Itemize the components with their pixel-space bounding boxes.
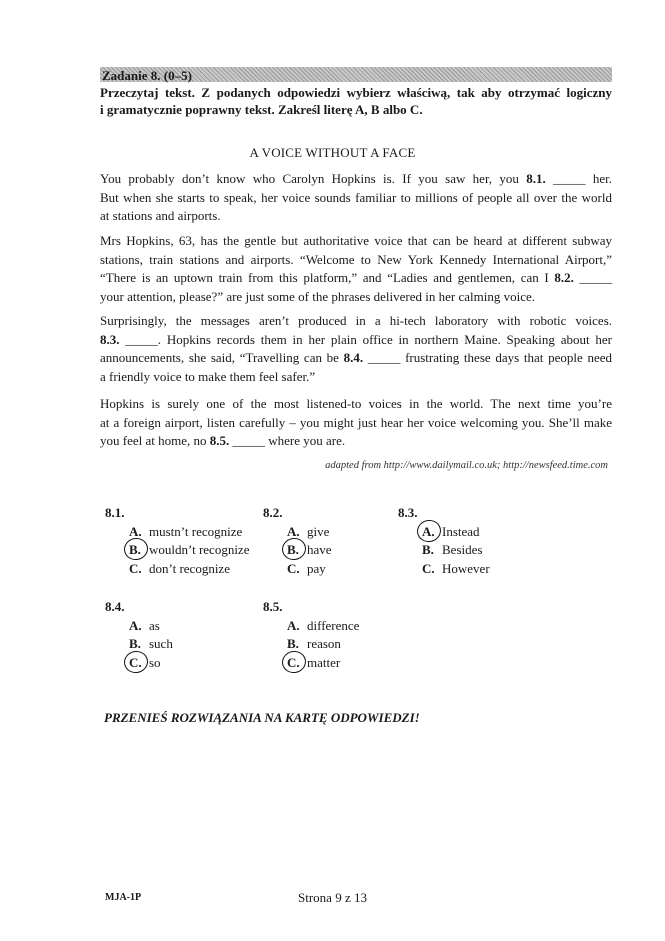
answer-option[interactable]: [263, 560, 332, 579]
text-segment: at a foreign airport, listen carefully – you might just hear her voice welcoming you. She’ll make: [100, 414, 612, 430]
text-segment: Mrs Hopkins, 63, has the gentle but authoritative voice that can be heard at different subway: [100, 233, 612, 248]
text-title: A VOICE WITHOUT A FACE: [249, 145, 416, 160]
circled-option-letter: B.: [287, 541, 307, 560]
question-8-5: [263, 598, 359, 672]
text-segment: You probably don’t know who Carolyn Hopkins is. If you saw her, you: [100, 171, 527, 186]
circled-option-letter: B.: [129, 541, 149, 560]
text-line: [100, 189, 612, 208]
text-segment: _____. Hopkins records them in her plain office in northern Maine. Speaking about her: [119, 331, 612, 347]
answer-option[interactable]: [263, 654, 359, 673]
gap-number: 8.5.: [209, 433, 230, 449]
question-number: 8.4.: [105, 599, 125, 614]
answer-option[interactable]: [105, 560, 249, 579]
text-line: [100, 331, 612, 350]
question-8-2: [263, 504, 332, 578]
paragraph: [100, 170, 612, 226]
answer-option[interactable]: [105, 654, 173, 673]
circled-option-letter: A.: [422, 523, 442, 542]
text-segment: But when she starts to speak, her voice sounds familiar to millions of people all over the world: [100, 189, 612, 205]
question-8-1: [105, 504, 249, 578]
gap-number: 8.3.: [100, 331, 120, 347]
option-letter: C.: [422, 560, 435, 576]
option-text: mustn’t recognize: [149, 523, 243, 539]
option-letter: B.: [287, 636, 299, 651]
text-segment: _____ her.: [545, 171, 612, 186]
text-segment: Hopkins is surely one of the most listened-to voices in the world. The next time you’re: [100, 396, 612, 411]
answer-option[interactable]: [263, 635, 359, 654]
option-letter: C.: [287, 560, 300, 576]
option-text: pay: [307, 560, 326, 576]
text-line: [100, 432, 612, 451]
option-text: have: [307, 542, 332, 557]
text-line: [100, 414, 612, 433]
text-line: [100, 170, 612, 189]
option-letter: B.: [422, 542, 434, 557]
question-8-3: [398, 504, 490, 578]
text-segment: “There is an uptown train from this platform,” and “Ladies and gentlemen, can I: [100, 270, 555, 286]
answer-option[interactable]: [263, 617, 359, 636]
option-text: so: [149, 654, 161, 670]
answer-option[interactable]: [105, 617, 173, 636]
option-letter: A.: [129, 617, 142, 633]
option-text: difference: [307, 617, 360, 633]
option-letter: A.: [287, 617, 300, 633]
option-text: Besides: [442, 542, 483, 557]
footer-page: Strona 9 z 13: [298, 890, 367, 905]
option-text: reason: [307, 636, 341, 651]
option-letter: B.: [129, 636, 141, 651]
text-segment: at stations and airports.: [100, 208, 221, 224]
text-line: [100, 349, 612, 368]
gap-number: 8.4.: [343, 350, 364, 366]
text-segment: Surprisingly, the messages aren’t produced in a hi-tech laboratory with robotic voices.: [100, 313, 612, 328]
question-number: 8.1.: [105, 505, 125, 520]
answer-option[interactable]: [105, 523, 249, 542]
option-letter: A.: [129, 523, 142, 539]
question-number: 8.3.: [398, 505, 418, 520]
text-line: [100, 312, 612, 331]
text-segment: _____: [573, 270, 612, 286]
text-segment: a friendly voice to make them feel safer.”: [100, 369, 316, 385]
question-8-4: [105, 598, 173, 672]
circled-option-letter: C.: [287, 654, 307, 673]
text-segment: you feel at home, no: [100, 433, 210, 449]
answer-option[interactable]: [263, 541, 332, 560]
gap-number: 8.2.: [554, 270, 574, 286]
option-text: wouldn’t recognize: [149, 542, 250, 557]
text-line: [100, 288, 612, 307]
task-header-label: Zadanie 8. (0–5): [102, 68, 192, 83]
option-text: give: [307, 523, 330, 539]
option-text: However: [442, 560, 490, 576]
paragraph: [100, 232, 612, 307]
circled-option-letter: C.: [129, 654, 149, 673]
text-line: [100, 368, 612, 387]
text-segment: your attention, please?” are just some of the phrases delivered in her calming voice.: [100, 289, 535, 305]
footer-code: MJA-1P: [105, 892, 142, 903]
text-line: [100, 232, 612, 251]
text-segment: stations, train stations and airports. “Welcome to New York Kennedy International Airport,”: [100, 251, 612, 267]
task-instruction: [100, 84, 612, 118]
option-text: matter: [307, 654, 341, 670]
final-note: PRZENIEŚ ROZWIĄZANIA NA KARTĘ ODPOWIEDZI!: [104, 710, 420, 725]
option-letter: C.: [129, 560, 142, 576]
question-number: 8.5.: [263, 599, 283, 614]
answer-option[interactable]: [398, 541, 490, 560]
paragraph: [100, 395, 612, 451]
text-segment: _____ frustrating these days that people need: [363, 350, 612, 366]
text-segment: announcements, she said, “Travelling can be: [100, 350, 344, 366]
task-header: [100, 67, 612, 82]
instruction-line: i gramatycznie poprawny tekst. Zakreśl literę A, B albo C.: [100, 102, 423, 117]
text-segment: _____ where you are.: [229, 433, 346, 449]
option-text: such: [149, 636, 173, 651]
text-line: [100, 269, 612, 288]
option-text: Instead: [442, 523, 480, 539]
text-line: [100, 251, 612, 270]
answer-option[interactable]: [398, 560, 490, 579]
option-text: don’t recognize: [149, 560, 230, 576]
instruction-line: Przeczytaj tekst. Z podanych odpowiedzi wybierz właściwą, tak aby otrzymać logiczny: [100, 85, 612, 100]
option-letter: A.: [287, 523, 300, 539]
source-note: adapted from http://www.dailymail.co.uk; http://newsfeed.time.com: [325, 460, 608, 471]
answer-option[interactable]: [105, 541, 249, 560]
question-number: 8.2.: [263, 505, 283, 520]
paragraph: [100, 312, 612, 387]
answer-option[interactable]: [398, 523, 490, 542]
text-line: [100, 395, 612, 414]
text-line: [100, 207, 612, 226]
option-text: as: [149, 617, 160, 633]
gap-number: 8.1.: [526, 171, 546, 186]
